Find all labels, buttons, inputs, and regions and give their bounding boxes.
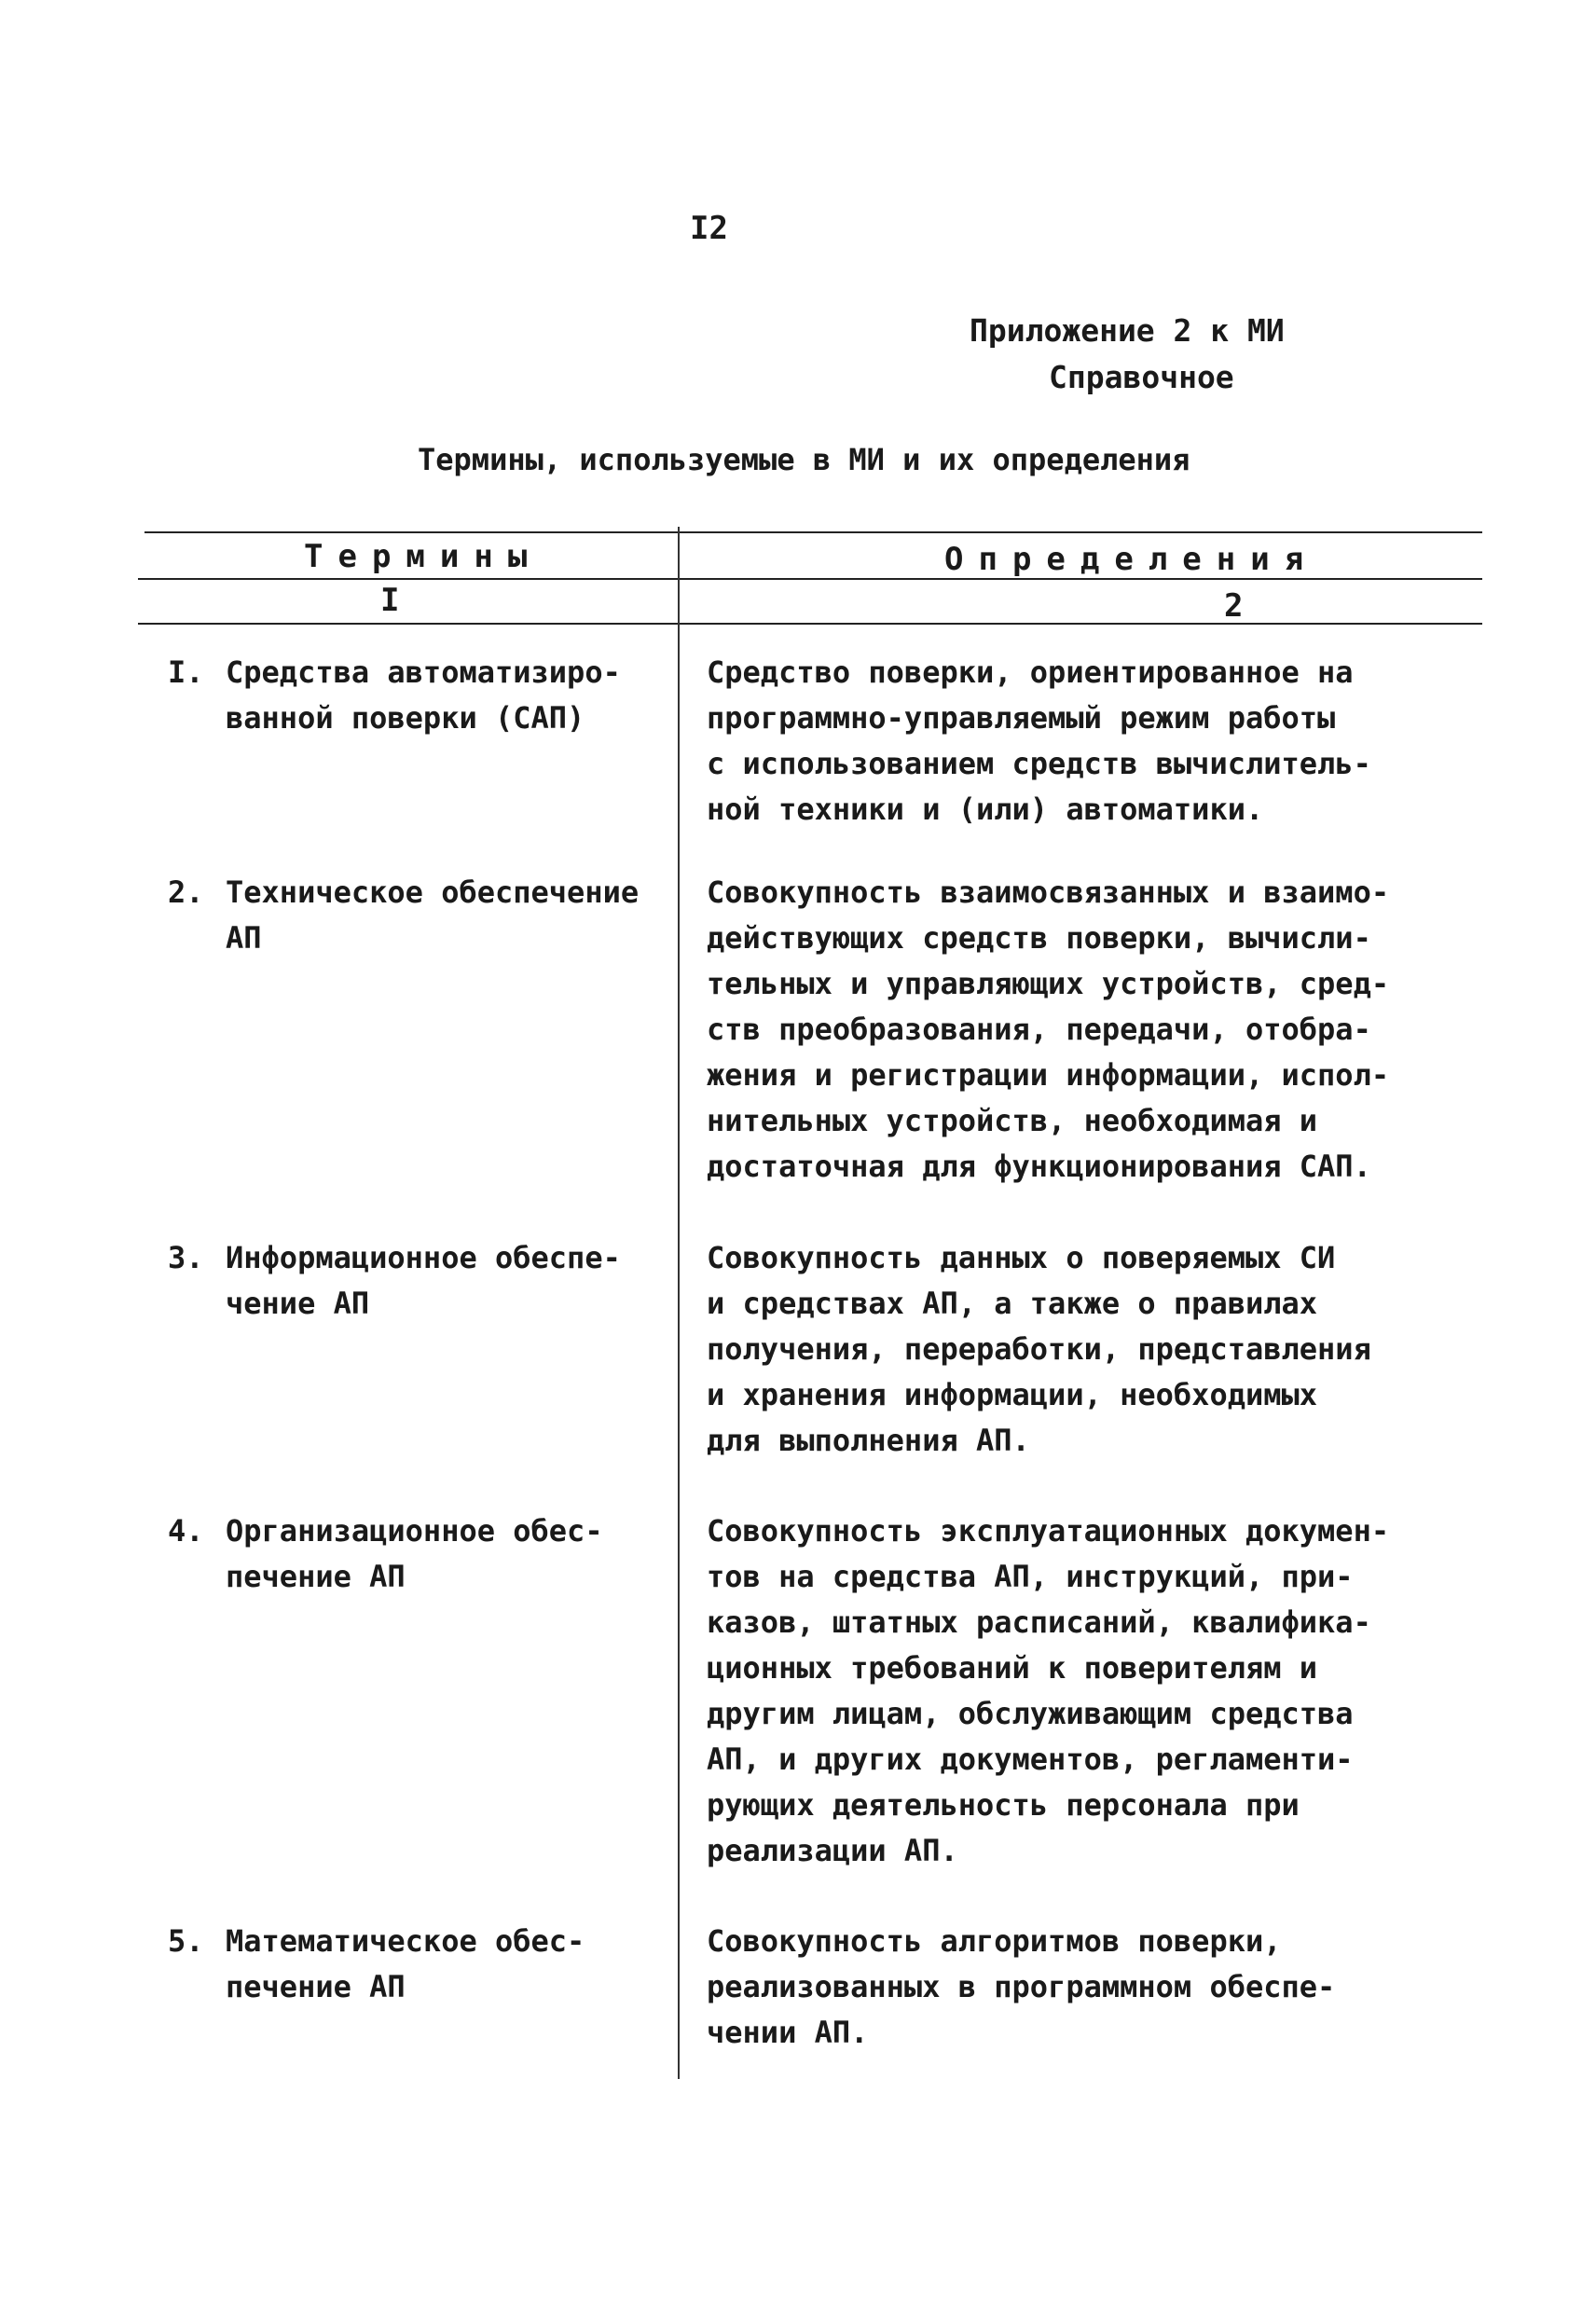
term-number: 5. — [168, 1923, 204, 1959]
column-number-1: I — [380, 582, 400, 619]
term-text: Организационное обес- печение АП — [226, 1513, 603, 1594]
definition-cell: Совокупность данных о поверяемых СИ и средствах АП, а также о правилах получения, переработки, представления и хранения информации, необходимых для выполнения АП. — [707, 1240, 1371, 1458]
table-colnum-rule — [138, 623, 1482, 625]
column-number-2: 2 — [1224, 587, 1244, 625]
definition-cell: Совокупность эксплуатационных докумен- тов на средства АП, инструкций, при- казов, штатных расписаний, квалифика- ционных требований к поверителям и другим лицам, обслуживающим средства АП, и других документов, регламенти- рующих деятельность персонала при реализации АП. — [707, 1513, 1390, 1868]
definition-cell: Средство поверки, ориентированное на программно-управляемый режим работы с использованием средств вычислитель- ной техники и (или) автоматики. — [707, 654, 1371, 827]
term-text: Средства автоматизиро- ванной поверки (САП) — [226, 654, 621, 736]
term-number: I. — [168, 654, 204, 690]
table-header-rule — [138, 578, 1482, 580]
appendix-type: Справочное — [1049, 359, 1234, 395]
term-text: Информационное обеспе- чение АП — [226, 1240, 621, 1321]
definition-cell: Совокупность взаимосвязанных и взаимо- действующих средств поверки, вычисли- тельных и управляющих устройств, сред- ств преобразования, передачи, отобра- жения и регистрации информации, испол- нительных устройств, необходимая и достаточная для функционирования САП. — [707, 874, 1390, 1184]
header-terms: Термины — [304, 538, 543, 575]
document-title: Термины, используемые в МИ и их определения — [418, 442, 1190, 477]
definition-cell: Совокупность алгоритмов поверки, реализованных в программном обеспе- чении АП. — [707, 1923, 1336, 2050]
term-number: 2. — [168, 874, 204, 910]
term-text: Математическое обес- печение АП — [226, 1923, 585, 2004]
page-number: I2 — [690, 210, 728, 247]
header-definitions: Определения — [944, 541, 1319, 578]
table-top-rule — [144, 531, 1482, 533]
term-number: 4. — [168, 1513, 204, 1549]
term-number: 3. — [168, 1240, 204, 1275]
term-text: Техническое обеспечение АП — [226, 874, 640, 956]
table-column-divider — [678, 527, 680, 2079]
appendix-reference: Приложение 2 к МИ — [970, 312, 1285, 349]
appendix-label — [970, 308, 1285, 401]
